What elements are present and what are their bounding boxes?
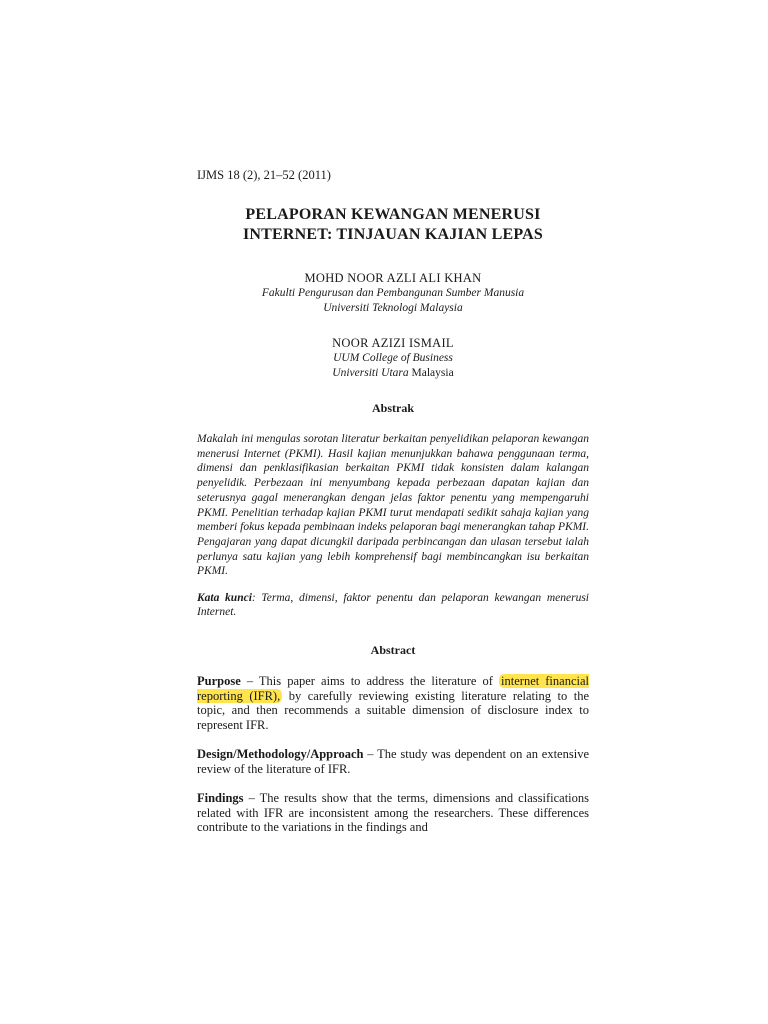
design-label: Design/Methodology/Approach (197, 747, 364, 762)
keywords-label: Kata kunci (197, 592, 252, 605)
author-affiliation: UUM College of Business (333, 352, 453, 364)
highlighted-text[interactable]: internet financial reporting (IFR), (197, 674, 589, 703)
author-name: NOOR AZIZI ISMAIL (332, 336, 454, 350)
findings-text: – The results show that the terms, dimensions and classifications related with IFR are inconsistent among the researchers. These differences contribute to the variations in the findings and (197, 791, 589, 835)
purpose-label: Purpose (197, 674, 241, 689)
keywords-text: : Terma, dimensi, faktor penentu dan pelaporan kewangan menerusi Internet. (197, 592, 589, 619)
author-block-1 (197, 271, 589, 316)
author-affiliation: Fakulti Pengurusan dan Pembangunan Sumber Manusia (261, 287, 525, 299)
title-line-2: INTERNET: TINJAUAN KAJIAN LEPAS (242, 226, 544, 243)
design-text: – The study was dependent on an extensive review of the literature of IFR. (197, 747, 589, 776)
findings-paragraph (197, 791, 589, 835)
journal-reference: IJMS 18 (2), 21–52 (2011) (197, 168, 331, 182)
keywords (197, 591, 589, 619)
findings-label: Findings (197, 791, 244, 806)
abstrak-body: Makalah ini mengulas sorotan literatur berkaitan penyelidikan pelaporan kewangan menerusi Internet (PKMI). Hasil kajian menunjukkan bahawa penggunaan terma, dimensi dan penklasifikasian berkaitan PKMI tidak konsisten dalam kalangan penyelidik. Perbezaan ini menyumbang kepada perbezaan dapatan kajian dan seterusnya gagal menerangkan dengan jelas faktor penentu yang mempengaruhi PKMI. Penelitian terhadap kajian PKMI turut mendapati sedikit sahaja kajian yang memberi fokus kepada pembinaan indeks pelaporan bagi menerangkan tahap PKMI. Pengajaran yang dapat dicungkil daripada perbincangan dan ulasan tersebut ialah perlunya satu kajian yang lebih komprehensif bagi membincangkan isu berkaitan PKMI. (197, 433, 589, 578)
affiliation-plain: Malaysia (411, 367, 454, 379)
paper-page (197, 168, 589, 850)
author-name: MOHD NOOR AZLI ALI KHAN (304, 271, 482, 285)
abstract-heading: Abstract (370, 643, 416, 658)
purpose-paragraph (197, 674, 589, 732)
abstrak-heading: Abstrak (371, 401, 414, 415)
affiliation-italic: Universiti Utara (332, 367, 409, 379)
design-paragraph (197, 747, 589, 776)
author-affiliation: Universiti Teknologi Malaysia (323, 302, 463, 314)
paper-title (197, 205, 589, 245)
purpose-text-post: by carefully reviewing existing literature relating to the topic, and then recommends a suitable dimension of disclosure index to represent IFR. (197, 688, 589, 732)
title-line-1: PELAPORAN KEWANGAN MENERUSI (245, 206, 541, 223)
author-affiliation (197, 366, 589, 381)
purpose-text-pre: – This paper aims to address the literature of (240, 674, 500, 689)
author-block-2 (197, 336, 589, 381)
